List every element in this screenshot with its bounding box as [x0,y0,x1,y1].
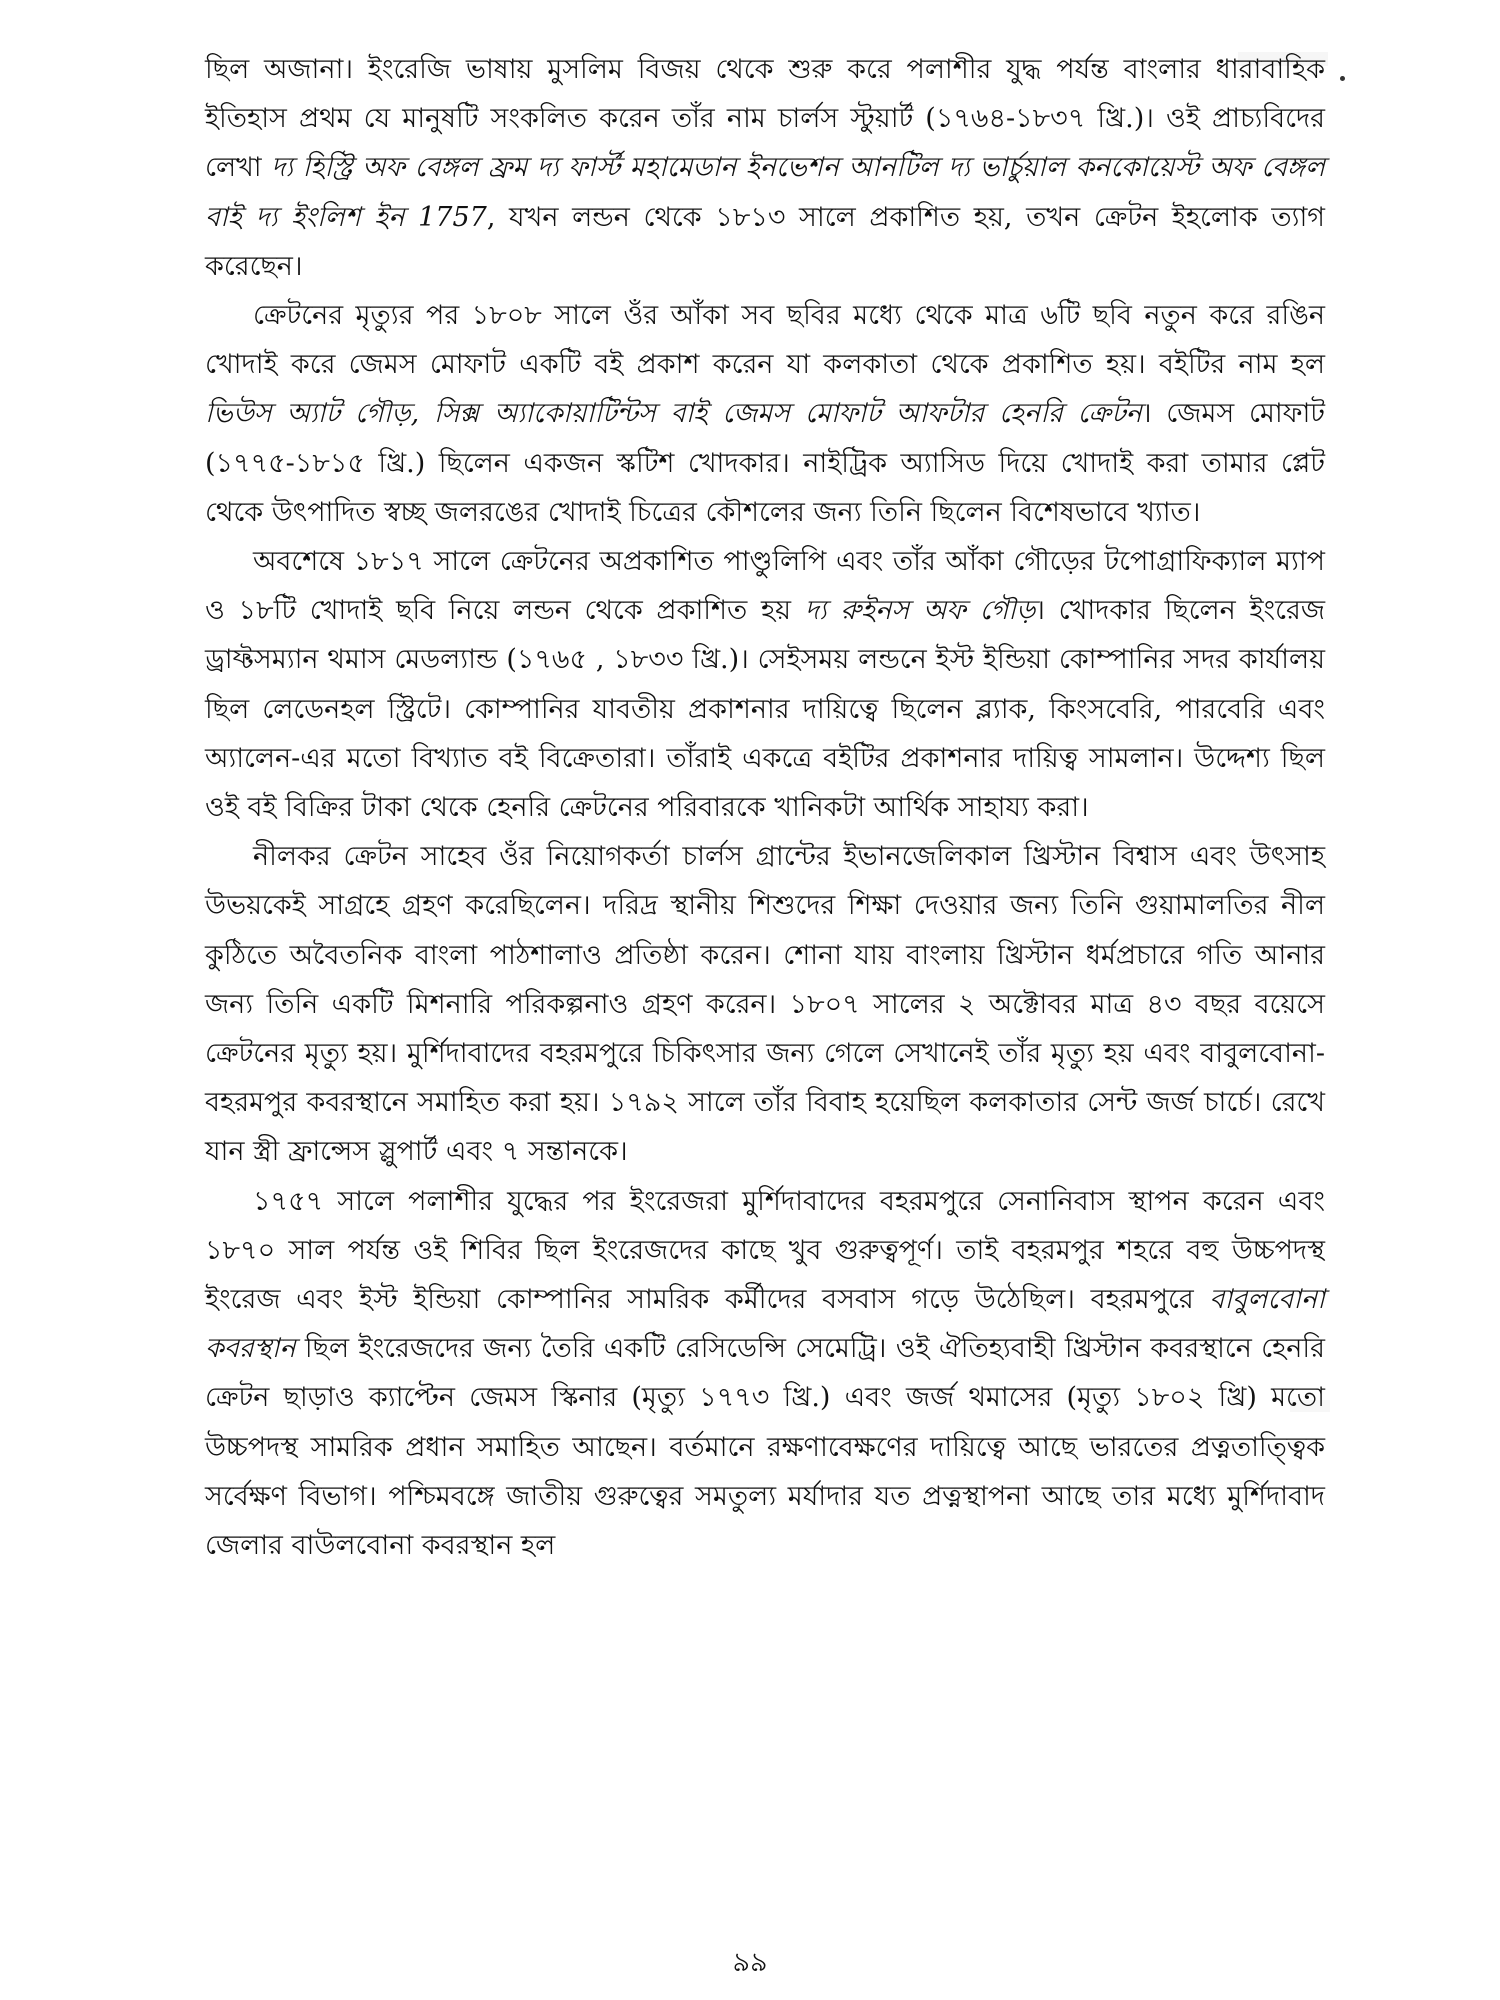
text-segment: । জেমস মোফাট (১৭৭৫-১৮১৫ খ্রি.) ছিলেন একজন স্কটিশ খোদকার। নাইট্রিক অ্যাসিড দিয়ে খোদাই করা তামার প্লেট থেকে উৎপাদিত স্বচ্ছ জলরঙের খোদাই চিত্রের কৌশলের জন্য তিনি ছিলেন বিশেষভাবে খ্যাত। [205,398,1325,528]
paragraph-4 [205,832,1325,1176]
book-title-italic: ভিউস অ্যাট গৌড়, সিক্স অ্যাকোয়াটিন্টস বাই জেমস মোফাট আফটার হেনরি ক্রেটন [205,398,1142,430]
text-segment: ক্রেটনের মৃত্যুর পর ১৮০৮ সালে ওঁর আঁকা সব ছবির মধ্যে থেকে মাত্র ৬টি ছবি নতুন করে রঙিন খোদাই করে জেমস মোফাট একটি বই প্রকাশ করেন যা কলকাতা থেকে প্রকাশিত হয়। বইটির নাম হল [205,300,1325,381]
book-title-italic: দ্য রুইনস অফ গৌড় [804,595,1036,627]
text-segment: ছিল অজানা। ইংরেজি ভাষায় মুসলিম বিজয় থেকে শুরু করে পলাশীর যুদ্ধ পর্যন্ত বাংলার ধারাবাহিক ইতিহাস প্রথম যে মানুষটি সংকলিত করেন তাঁর নাম চার্লস স্টুয়ার্ট (১৭৬৪-১৮৩৭ খ্রি.)। ওই প্রাচ্যবিদের লেখা [205,54,1325,184]
text-segment: ১৭৫৭ সালে পলাশীর যুদ্ধের পর ইংরেজরা মুর্শিদাবাদের বহরমপুরে সেনানিবাস স্থাপন করেন এবং ১৮৭০ সাল পর্যন্ত ওই শিবির ছিল ইংরেজদের কাছে খুব গুরুত্বপূর্ণ। তাই বহরমপুর শহরে বহু উচ্চপদস্থ ইংরেজ এবং ইস্ট ইন্ডিয়া কোম্পানির সামরিক কর্মীদের বসবাস গড়ে উঠেছিল। বহরমপুরে [205,1185,1325,1316]
text-segment: । খোদকার ছিলেন ইংরেজ ড্রাফ্টসম্যান থমাস মেডল্যান্ড (১৭৬৫ , ১৮৩৩ খ্রি.)। সেইসময় লন্ডনে ইস্ট ইন্ডিয়া কোম্পানির সদর কার্যালয় ছিল লেডেনহল স্ট্রিটে। কোম্পানির যাবতীয় প্রকাশনার দায়িত্বে ছিলেন ব্ল্যাক, কিংসবেরি, পারবেরি এবং অ্যালেন-এর মতো বিখ্যাত বই বিক্রেতারা। তাঁরাই একত্রে বইটির প্রকাশনার দায়িত্ব সামলান। উদ্দেশ্য ছিল ওই বই বিক্রির টাকা থেকে হেনরি ক্রেটনের পরিবারকে খানিকটা আর্থিক সাহায্য করা। [205,595,1325,824]
text-segment: ছিল ইংরেজদের জন্য তৈরি একটি রেসিডেন্সি সেমেট্রি। ওই ঐতিহ্যবাহী খ্রিস্টান কবরস্থানে হেনরি ক্রেটন ছাড়াও ক্যাপ্টেন জেমস স্কিনার (মৃত্যু ১৭৭৩ খ্রি.) এবং জর্জ থমাসের (মৃত্যু ১৮০২ খ্রি) মতো উচ্চপদস্থ সামরিক প্রধান সমাহিত আছেন। বর্তমানে রক্ষণাবেক্ষণের দায়িত্বে আছে ভারতের প্রত্নতাত্ত্বিক সর্বেক্ষণ বিভাগ। পশ্চিমবঙ্গে জাতীয় গুরুত্বের সমতুল্য মর্যাদার যত প্রত্নস্থাপনা আছে তার মধ্যে মুর্শিদাবাদ জেলার বাউলবোনা কবরস্থান হল [205,1333,1325,1562]
stray-dot-mark [1340,76,1345,81]
paragraph-5 [205,1177,1325,1571]
text-segment: নীলকর ক্রেটন সাহেব ওঁর নিয়োগকর্তা চার্লস গ্রান্টের ইভানজেলিকাল খ্রিস্টান বিশ্বাস এবং উৎসাহ উভয়কেই সাগ্রহে গ্রহণ করেছিলেন। দরিদ্র স্থানীয় শিশুদের শিক্ষা দেওয়ার জন্য তিনি গুয়ামালতির নীল কুঠিতে অবৈতনিক বাংলা পাঠশালাও প্রতিষ্ঠা করেন। শোনা যায় বাংলায় খ্রিস্টান ধর্মপ্রচারে গতি আনার জন্য তিনি একটি মিশনারি পরিকল্পনাও গ্রহণ করেন। ১৮০৭ সালের ২ অক্টোবর মাত্র ৪৩ বছর বয়েসে ক্রেটনের মৃত্যু হয়। মুর্শিদাবাদের বহরমপুরে চিকিৎসার জন্য গেলে সেখানেই তাঁর মৃত্যু হয় এবং বাবুলবোনা-বহরমপুর কবরস্থানে সমাহিত করা হয়। ১৭৯২ সালে তাঁর বিবাহ হয়েছিল কলকাতার সেন্ট জর্জ চার্চে। রেখে যান স্ত্রী ফ্রান্সেস স্লুপার্ট এবং ৭ সন্তানকে। [205,841,1325,1168]
cemetery-name-italic: বাবুলবোনা কবরস্থান [205,1284,1325,1365]
paragraph-1 [205,45,1325,291]
text-segment: অবশেষে ১৮১৭ সালে ক্রেটনের অপ্রকাশিত পাণ্ডুলিপি এবং তাঁর আঁকা গৌড়ের টপোগ্রাফিক্যাল ম্যাপ ও ১৮টি খোদাই ছবি নিয়ে লন্ডন থেকে প্রকাশিত হয় [205,546,1325,627]
paragraph-3 [205,537,1325,832]
paragraph-2 [205,291,1325,537]
text-segment: , যখন লন্ডন থেকে ১৮১৩ সালে প্রকাশিত হয়, তখন ক্রেটন ইহলোক ত্যাগ করেছেন। [205,201,1325,282]
page-number: ৯৯ [732,1947,768,1978]
book-title-italic: দ্য হিস্ট্রি অফ বেঙ্গল ফ্রম দ্য ফার্স্ট মহামেডান ইনভেশন আনটিল দ্য ভার্চুয়াল কনকোয়েস্ট অফ বেঙ্গল বাই দ্য ইংলিশ ইন 1757 [205,152,1325,233]
body-text [205,45,1325,1570]
